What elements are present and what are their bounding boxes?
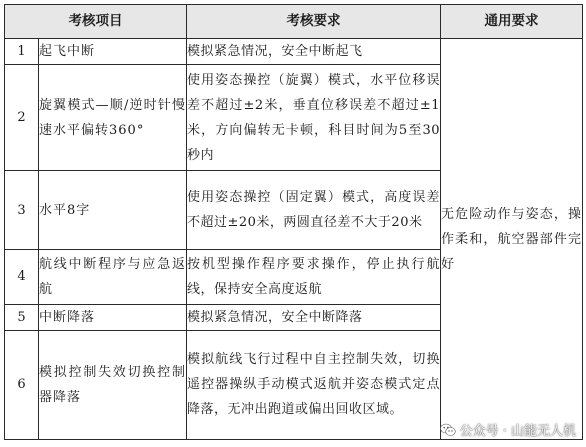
exam-item-cell: 旋翼模式—顺/逆时针慢速水平偏转360° <box>39 65 187 171</box>
exam-item-cell: 中断降落 <box>39 304 187 330</box>
row-number: 6 <box>5 330 39 439</box>
general-requirement-cell: 无危险动作与姿态，操作柔和，航空器部件完好 <box>441 39 583 440</box>
row-number: 3 <box>5 171 39 250</box>
exam-requirement-cell: 模拟航线飞行过程中自主控制失效，切换遥控器操纵手动模式返航并姿态模式定点降落，无冲出跑道或偏出回收区域。 <box>187 330 441 439</box>
exam-requirement-cell: 模拟紧急情况，安全中断起飞 <box>187 39 441 65</box>
exam-item-cell: 水平8字 <box>39 171 187 250</box>
exam-requirements-sheet <box>4 4 582 443</box>
row-number: 1 <box>5 39 39 65</box>
exam-requirement-cell: 使用姿态操控（固定翼）模式，高度误差不超过±20米，两圆直径差不大于20米 <box>187 171 441 250</box>
watermark-text: 公众号 · 山能无人机 <box>459 424 576 439</box>
exam-item-cell: 航线中断程序与应急返航 <box>39 250 187 305</box>
row-number: 5 <box>5 304 39 330</box>
exam-requirement-cell: 使用姿态操控（旋翼）模式，水平位移误差不超过±2米，垂直位移误差不超过±1米，方向偏转无卡顿，科目时间为5至30秒内 <box>187 65 441 171</box>
header-general-requirement: 通用要求 <box>441 5 583 39</box>
row-number: 2 <box>5 65 39 171</box>
exam-requirement-cell: 模拟紧急情况，安全中断降落 <box>187 304 441 330</box>
table-header-row <box>5 5 583 39</box>
exam-requirements-table <box>4 4 583 440</box>
exam-item-cell: 模拟控制失效切换控制器降落 <box>39 330 187 439</box>
source-watermark <box>440 420 576 439</box>
exam-item-cell: 起飞中断 <box>39 39 187 65</box>
exam-requirement-cell: 按机型操作程序要求操作，停止执行航线，保持安全高度返航 <box>187 250 441 305</box>
table-row <box>5 39 583 65</box>
header-exam-requirement: 考核要求 <box>187 5 441 39</box>
row-number: 4 <box>5 250 39 305</box>
header-exam-item: 考核项目 <box>5 5 187 39</box>
wechat-icon <box>440 423 456 437</box>
